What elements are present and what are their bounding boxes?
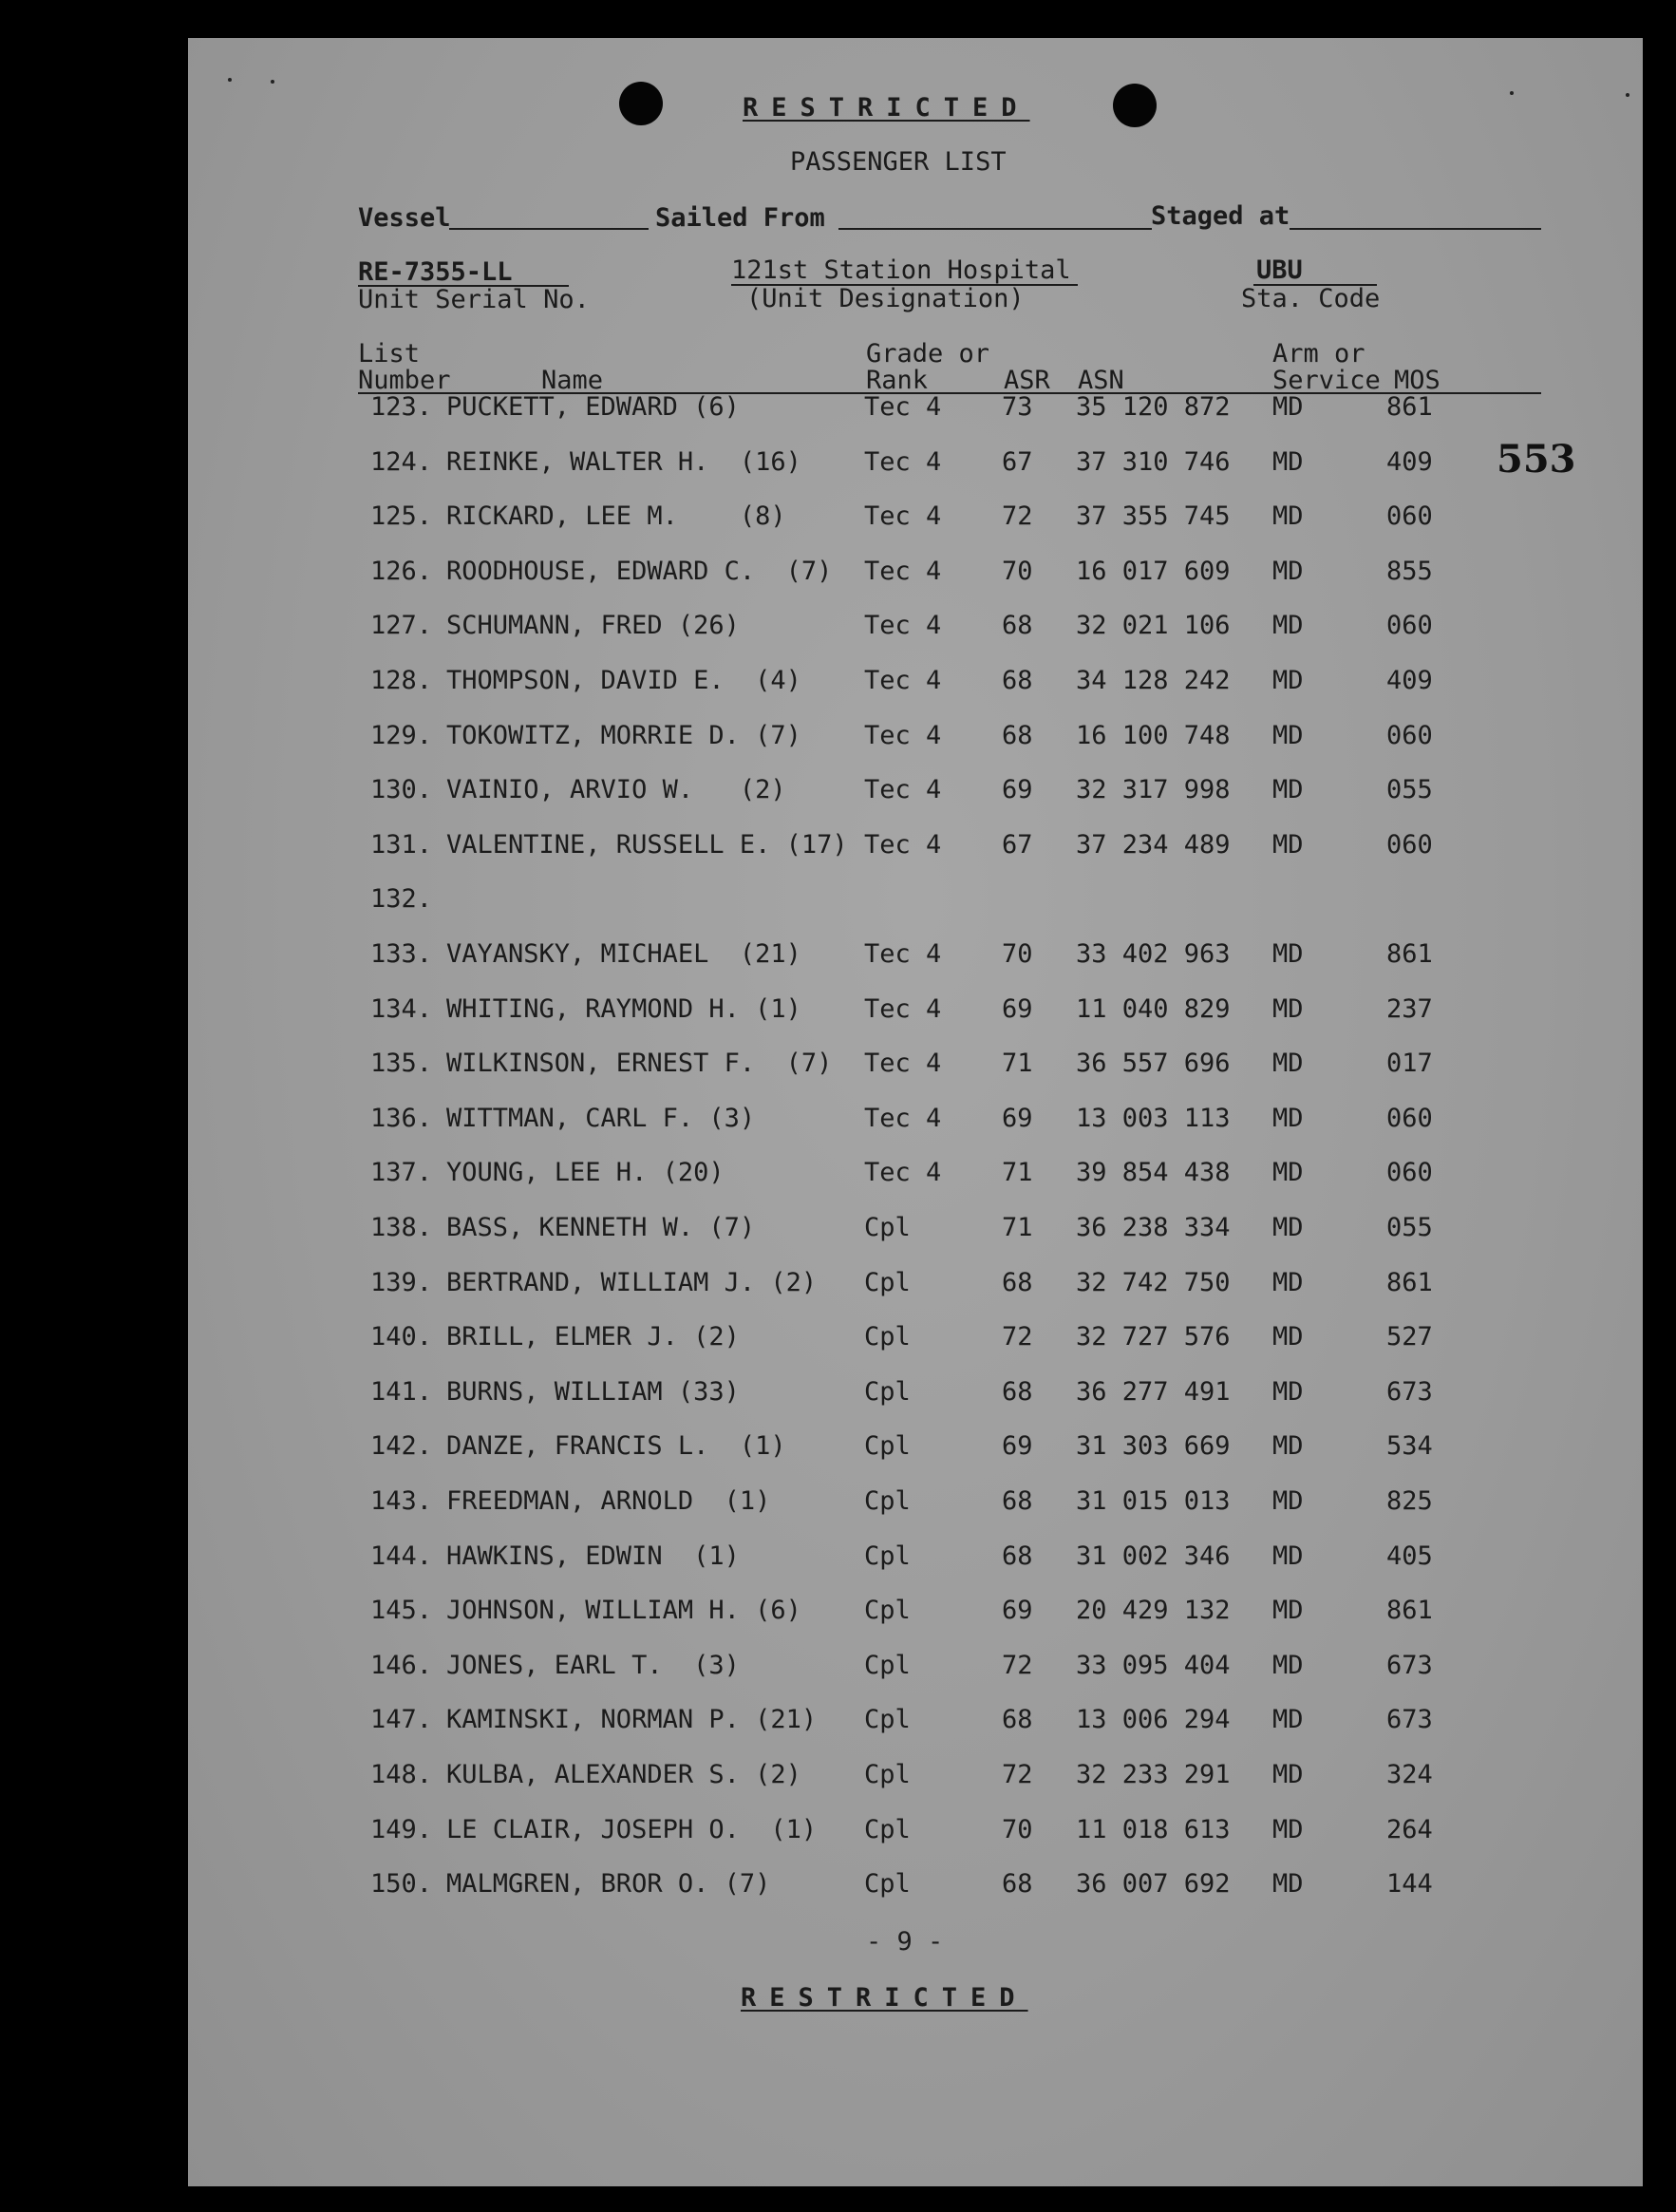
table-row (0, 1049, 1676, 1087)
cell-asn: 13 006 294 (1076, 1705, 1231, 1735)
document-title: PASSENGER LIST (790, 147, 1007, 177)
cell-asr: 68 (1002, 666, 1033, 695)
cell-num: 143. (370, 1486, 433, 1516)
cell-grade: Tec 4 (864, 611, 942, 641)
cell-mos: 534 (1386, 1431, 1433, 1462)
staged-at-label: Staged at (1151, 201, 1290, 231)
cell-asn: 34 128 242 (1076, 666, 1231, 695)
cell-mos: 324 (1386, 1760, 1433, 1789)
cell-asn: 20 429 132 (1076, 1596, 1231, 1626)
col-mos-header: MOS (1394, 366, 1441, 395)
cell-grade: Cpl (864, 1267, 911, 1297)
cell-arm: MD (1272, 446, 1304, 477)
cell-mos: 017 (1386, 1049, 1433, 1079)
cell-asr: 73 (1002, 392, 1033, 422)
staged-at-line (1290, 228, 1541, 230)
cell-num: 141. (370, 1376, 433, 1407)
cell-asn: 37 234 489 (1076, 829, 1231, 860)
cell-mos: 673 (1386, 1705, 1433, 1735)
cell-mos: 673 (1386, 1650, 1433, 1680)
cell-mos: 060 (1386, 720, 1433, 750)
unit-designation-value: 121st Station Hospital (731, 255, 1071, 285)
cell-mos: 527 (1386, 1322, 1433, 1352)
punch-hole-left (619, 82, 663, 125)
cell-asr: 67 (1002, 829, 1033, 860)
cell-mos: 861 (1386, 1267, 1433, 1297)
col-asr-header: ASR (1004, 366, 1050, 395)
vessel-line (449, 228, 649, 230)
cell-mos: 825 (1386, 1486, 1433, 1516)
cell-arm: MD (1272, 1814, 1304, 1844)
table-row (0, 1105, 1676, 1143)
page-number: - 9 - (866, 1927, 944, 1957)
speck (1510, 91, 1514, 95)
cell-num: 134. (370, 993, 433, 1024)
col-rank-header: Rank (866, 366, 929, 395)
cell-arm: MD (1272, 1376, 1304, 1407)
cell-num: 133. (370, 939, 433, 969)
cell-asr: 68 (1002, 1869, 1033, 1900)
table-row (0, 1597, 1676, 1635)
cell-grade: Cpl (864, 1814, 911, 1844)
cell-grade: Tec 4 (864, 1158, 942, 1188)
cell-asr: 69 (1002, 1596, 1033, 1626)
cell-asr: 68 (1002, 1541, 1033, 1571)
cell-mos: 060 (1386, 1158, 1433, 1188)
cell-name: HAWKINS, EDWIN (1) (446, 1541, 740, 1571)
cell-asr: 72 (1002, 1760, 1033, 1789)
cell-name: FREEDMAN, ARNOLD (1) (446, 1486, 771, 1516)
cell-mos: 237 (1386, 993, 1433, 1024)
table-row (0, 885, 1676, 923)
sta-code-label: Sta. Code (1241, 284, 1381, 313)
cell-arm: MD (1272, 993, 1304, 1024)
cell-asn: 16 017 609 (1076, 556, 1231, 586)
cell-grade: Tec 4 (864, 939, 942, 969)
cell-name: VALENTINE, RUSSELL E. (17) (446, 829, 848, 860)
table-row (0, 502, 1676, 540)
restricted-header: RESTRICTED (743, 93, 1030, 123)
cell-grade: Tec 4 (864, 666, 942, 695)
cell-num: 139. (370, 1267, 433, 1297)
cell-arm: MD (1272, 392, 1304, 422)
cell-asr: 72 (1002, 1650, 1033, 1680)
cell-num: 147. (370, 1705, 433, 1735)
cell-asn: 36 277 491 (1076, 1376, 1231, 1407)
cell-num: 125. (370, 501, 433, 532)
table-row (0, 1269, 1676, 1307)
cell-grade: Cpl (864, 1213, 911, 1242)
cell-asn: 31 303 669 (1076, 1431, 1231, 1462)
cell-num: 129. (370, 720, 433, 750)
table-row (0, 1323, 1676, 1361)
table-row (0, 722, 1676, 760)
cell-grade: Cpl (864, 1322, 911, 1352)
cell-grade: Cpl (864, 1596, 911, 1626)
punch-hole-right (1113, 84, 1157, 127)
table-row (0, 831, 1676, 869)
cell-name: KAMINSKI, NORMAN P. (21) (446, 1705, 818, 1735)
cell-num: 140. (370, 1322, 433, 1352)
cell-grade: Cpl (864, 1376, 911, 1407)
cell-num: 123. (370, 392, 433, 422)
cell-asr: 68 (1002, 611, 1033, 641)
page-stamp-number: 553 (1497, 437, 1576, 482)
unit-serial-label: Unit Serial No. (358, 285, 590, 314)
cell-num: 127. (370, 611, 433, 641)
cell-arm: MD (1272, 1705, 1304, 1735)
cell-num: 135. (370, 1049, 433, 1079)
cell-arm: MD (1272, 1869, 1304, 1900)
cell-arm: MD (1272, 1213, 1304, 1242)
cell-name: THOMPSON, DAVID E. (4) (446, 666, 801, 695)
cell-arm: MD (1272, 1596, 1304, 1626)
table-row (0, 1870, 1676, 1908)
cell-grade: Tec 4 (864, 1103, 942, 1133)
cell-name: BERTRAND, WILLIAM J. (2) (446, 1267, 818, 1297)
sta-code-value: UBU (1256, 255, 1303, 285)
cell-asr: 70 (1002, 939, 1033, 969)
cell-grade: Tec 4 (864, 775, 942, 805)
cell-mos: 060 (1386, 611, 1433, 641)
cell-asn: 36 557 696 (1076, 1049, 1231, 1079)
cell-grade: Cpl (864, 1760, 911, 1789)
cell-arm: MD (1272, 1760, 1304, 1789)
cell-asn: 32 742 750 (1076, 1267, 1231, 1297)
cell-mos: 673 (1386, 1376, 1433, 1407)
cell-mos: 409 (1386, 446, 1433, 477)
table-row (0, 1378, 1676, 1416)
cell-name: TOKOWITZ, MORRIE D. (7) (446, 720, 801, 750)
cell-grade: Tec 4 (864, 556, 942, 586)
cell-arm: MD (1272, 1103, 1304, 1133)
cell-mos: 060 (1386, 829, 1433, 860)
cell-asr: 68 (1002, 1267, 1033, 1297)
table-row (0, 612, 1676, 650)
cell-asn: 31 015 013 (1076, 1486, 1231, 1516)
col-asn-header: ASN (1078, 366, 1124, 395)
cell-asn: 32 317 998 (1076, 775, 1231, 805)
col-name-header: Name (541, 366, 604, 395)
cell-name: REINKE, WALTER H. (16) (446, 446, 801, 477)
table-row (0, 1706, 1676, 1744)
cell-asr: 72 (1002, 501, 1033, 532)
cell-grade: Cpl (864, 1431, 911, 1462)
cell-arm: MD (1272, 1650, 1304, 1680)
table-row (0, 1816, 1676, 1854)
table-row (0, 1761, 1676, 1799)
cell-arm: MD (1272, 1049, 1304, 1079)
col-number-header: Number (358, 366, 451, 395)
cell-asr: 71 (1002, 1158, 1033, 1188)
cell-name: WILKINSON, ERNEST F. (7) (446, 1049, 833, 1079)
cell-arm: MD (1272, 829, 1304, 860)
table-row (0, 940, 1676, 978)
col-list-header: List (358, 339, 421, 369)
cell-arm: MD (1272, 1431, 1304, 1462)
cell-grade: Cpl (864, 1869, 911, 1900)
cell-arm: MD (1272, 1322, 1304, 1352)
table-row (0, 1487, 1676, 1525)
cell-name: WITTMAN, CARL F. (3) (446, 1103, 756, 1133)
cell-grade: Tec 4 (864, 993, 942, 1024)
cell-name: BURNS, WILLIAM (33) (446, 1376, 740, 1407)
cell-grade: Tec 4 (864, 720, 942, 750)
cell-name: JONES, EARL T. (3) (446, 1650, 740, 1680)
cell-name: VAINIO, ARVIO W. (2) (446, 775, 786, 805)
cell-num: 149. (370, 1814, 433, 1844)
cell-asr: 69 (1002, 993, 1033, 1024)
cell-grade: Tec 4 (864, 829, 942, 860)
cell-name: VAYANSKY, MICHAEL (21) (446, 939, 801, 969)
table-row (0, 1214, 1676, 1252)
cell-arm: MD (1272, 1158, 1304, 1188)
sailed-from-label: Sailed From (655, 203, 825, 233)
table-row (0, 1159, 1676, 1197)
cell-num: 128. (370, 666, 433, 695)
cell-num: 131. (370, 829, 433, 860)
cell-num: 150. (370, 1869, 433, 1900)
cell-grade: Tec 4 (864, 1049, 942, 1079)
cell-asr: 68 (1002, 1376, 1033, 1407)
table-row (0, 1432, 1676, 1470)
cell-asn: 33 402 963 (1076, 939, 1231, 969)
cell-asn: 37 355 745 (1076, 501, 1231, 532)
cell-mos: 055 (1386, 1213, 1433, 1242)
cell-asr: 69 (1002, 1103, 1033, 1133)
cell-mos: 060 (1386, 1103, 1433, 1133)
cell-num: 144. (370, 1541, 433, 1571)
speck (271, 80, 274, 84)
cell-mos: 144 (1386, 1869, 1433, 1900)
col-grade-header: Grade or (866, 339, 990, 369)
cell-mos: 409 (1386, 666, 1433, 695)
cell-asn: 32 727 576 (1076, 1322, 1231, 1352)
cell-arm: MD (1272, 1486, 1304, 1516)
table-row (0, 1652, 1676, 1690)
cell-asr: 69 (1002, 1431, 1033, 1462)
cell-grade: Cpl (864, 1486, 911, 1516)
cell-mos: 861 (1386, 1596, 1433, 1626)
cell-asn: 32 021 106 (1076, 611, 1231, 641)
cell-mos: 264 (1386, 1814, 1433, 1844)
cell-asr: 68 (1002, 1486, 1033, 1516)
cell-asn: 16 100 748 (1076, 720, 1231, 750)
cell-asr: 68 (1002, 720, 1033, 750)
table-row (0, 1542, 1676, 1580)
cell-asn: 39 854 438 (1076, 1158, 1231, 1188)
table-row (0, 448, 1676, 486)
cell-arm: MD (1272, 501, 1304, 532)
cell-name: MALMGREN, BROR O. (7) (446, 1869, 771, 1900)
cell-arm: MD (1272, 775, 1304, 805)
cell-mos: 855 (1386, 556, 1433, 586)
table-row (0, 558, 1676, 596)
col-arm-header: Arm or (1272, 339, 1365, 369)
unit-serial-value: RE-7355-LL (358, 257, 513, 287)
cell-asn: 13 003 113 (1076, 1103, 1231, 1133)
table-row (0, 393, 1676, 431)
cell-mos: 055 (1386, 775, 1433, 805)
sailed-from-line (838, 228, 1152, 230)
cell-name: RICKARD, LEE M. (8) (446, 501, 786, 532)
cell-arm: MD (1272, 666, 1304, 695)
cell-asn: 37 310 746 (1076, 446, 1231, 477)
table-row (0, 776, 1676, 814)
cell-asn: 33 095 404 (1076, 1650, 1231, 1680)
cell-grade: Tec 4 (864, 446, 942, 477)
cell-asr: 72 (1002, 1322, 1033, 1352)
cell-asn: 32 233 291 (1076, 1760, 1231, 1789)
cell-name: LE CLAIR, JOSEPH O. (1) (446, 1814, 818, 1844)
cell-asr: 67 (1002, 446, 1033, 477)
cell-num: 136. (370, 1103, 433, 1133)
col-service-header: Service (1272, 366, 1381, 395)
cell-arm: MD (1272, 556, 1304, 586)
cell-num: 145. (370, 1596, 433, 1626)
unit-designation-label: (Unit Designation) (746, 284, 1025, 313)
cell-asr: 71 (1002, 1049, 1033, 1079)
cell-arm: MD (1272, 720, 1304, 750)
table-row (0, 995, 1676, 1033)
cell-asr: 70 (1002, 556, 1033, 586)
cell-num: 126. (370, 556, 433, 586)
cell-num: 132. (370, 884, 433, 915)
restricted-footer: RESTRICTED (741, 1983, 1028, 2013)
cell-arm: MD (1272, 939, 1304, 969)
cell-name: BRILL, ELMER J. (2) (446, 1322, 740, 1352)
cell-name: DANZE, FRANCIS L. (1) (446, 1431, 786, 1462)
cell-num: 124. (370, 446, 433, 477)
cell-mos: 405 (1386, 1541, 1433, 1571)
cell-mos: 861 (1386, 392, 1433, 422)
cell-asr: 71 (1002, 1213, 1033, 1242)
cell-name: BASS, KENNETH W. (7) (446, 1213, 756, 1242)
cell-num: 138. (370, 1213, 433, 1242)
cell-name: JOHNSON, WILLIAM H. (6) (446, 1596, 801, 1626)
cell-mos: 861 (1386, 939, 1433, 969)
cell-asn: 11 040 829 (1076, 993, 1231, 1024)
cell-num: 130. (370, 775, 433, 805)
cell-asn: 11 018 613 (1076, 1814, 1231, 1844)
cell-grade: Tec 4 (864, 501, 942, 532)
cell-asr: 68 (1002, 1705, 1033, 1735)
cell-asn: 35 120 872 (1076, 392, 1231, 422)
cell-asn: 36 007 692 (1076, 1869, 1231, 1900)
cell-asr: 69 (1002, 775, 1033, 805)
speck (228, 78, 232, 82)
cell-asn: 36 238 334 (1076, 1213, 1231, 1242)
cell-name: YOUNG, LEE H. (20) (446, 1158, 725, 1188)
cell-arm: MD (1272, 1541, 1304, 1571)
cell-grade: Tec 4 (864, 392, 942, 422)
cell-name: SCHUMANN, FRED (26) (446, 611, 740, 641)
cell-asn: 31 002 346 (1076, 1541, 1231, 1571)
cell-num: 146. (370, 1650, 433, 1680)
cell-mos: 060 (1386, 501, 1433, 532)
table-row (0, 667, 1676, 705)
cell-name: WHITING, RAYMOND H. (1) (446, 993, 801, 1024)
cell-grade: Cpl (864, 1705, 911, 1735)
cell-name: PUCKETT, EDWARD (6) (446, 392, 740, 422)
cell-arm: MD (1272, 611, 1304, 641)
cell-num: 137. (370, 1158, 433, 1188)
cell-grade: Cpl (864, 1541, 911, 1571)
cell-arm: MD (1272, 1267, 1304, 1297)
cell-name: ROODHOUSE, EDWARD C. (7) (446, 556, 833, 586)
cell-name: KULBA, ALEXANDER S. (2) (446, 1760, 801, 1789)
cell-num: 142. (370, 1431, 433, 1462)
speck (1626, 93, 1629, 97)
cell-num: 148. (370, 1760, 433, 1789)
vessel-label: Vessel (358, 203, 451, 233)
cell-grade: Cpl (864, 1650, 911, 1680)
cell-asr: 70 (1002, 1814, 1033, 1844)
